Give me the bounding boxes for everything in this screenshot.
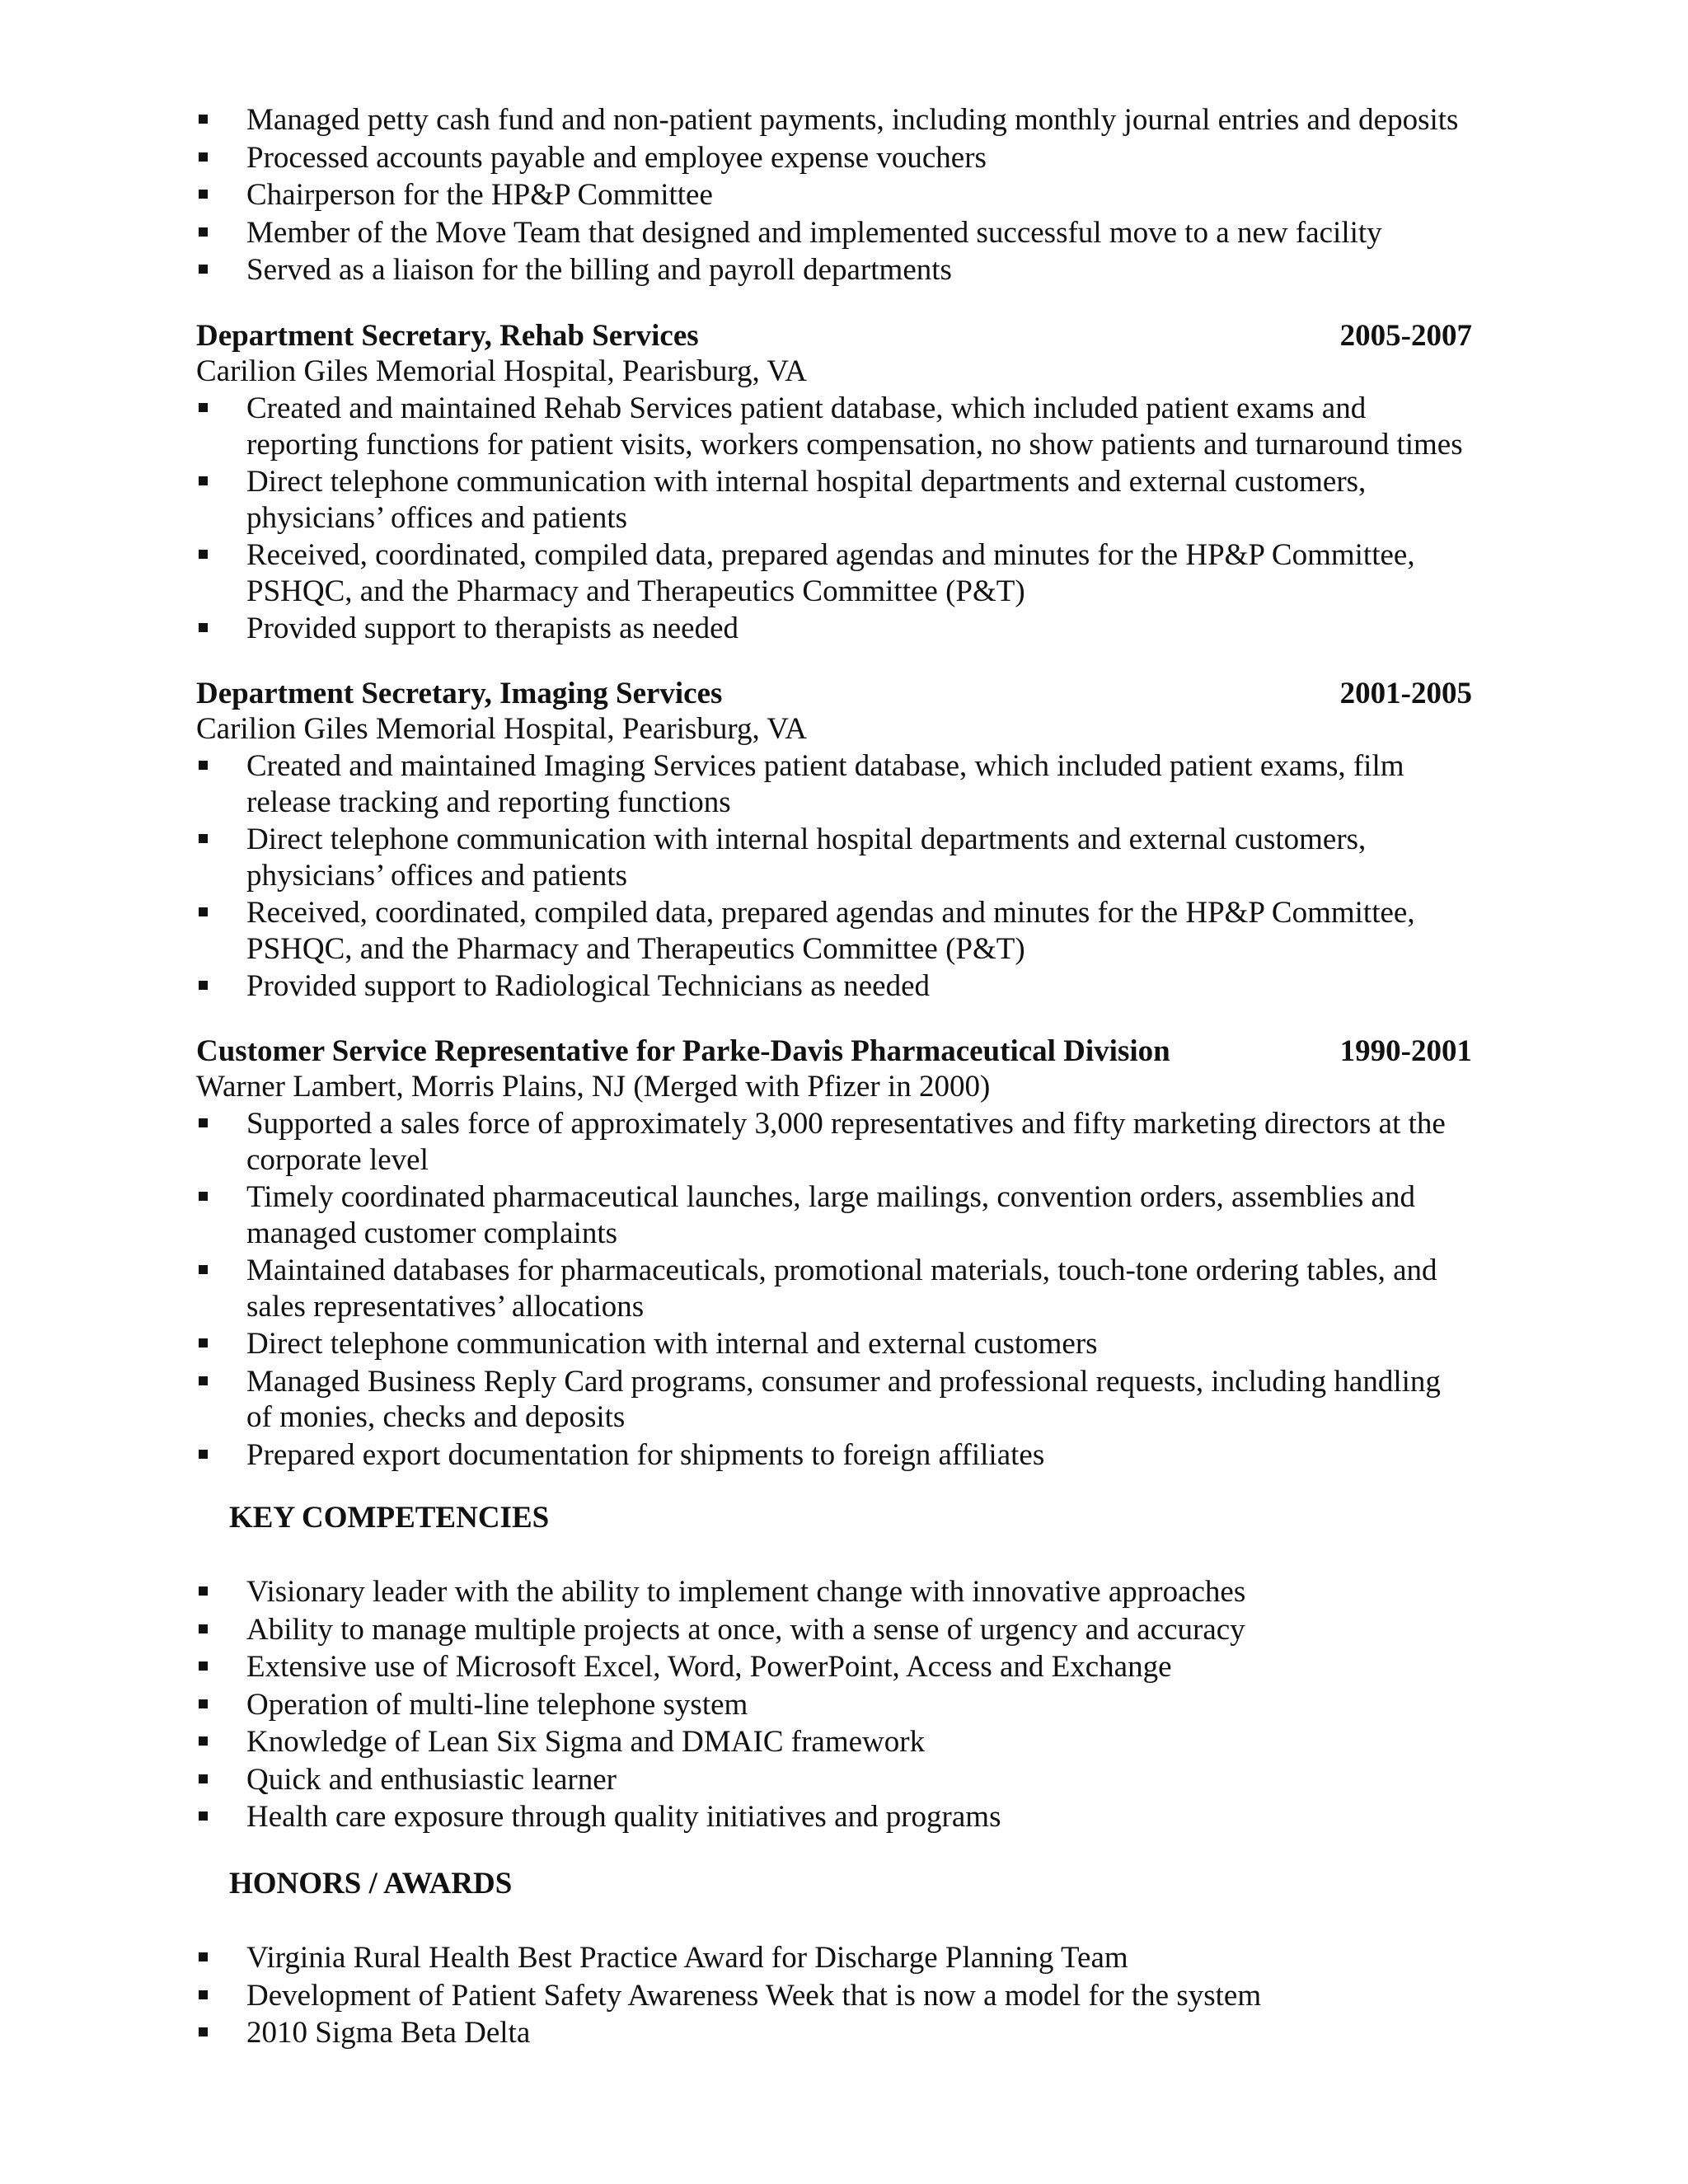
list-item: Knowledge of Lean Six Sigma and DMAIC framework xyxy=(196,1724,1472,1760)
list-item: Supported a sales force of approximately 3,000 representatives and fifty marketing directors at the corporate level xyxy=(196,1106,1472,1178)
list-item: Development of Patient Safety Awareness Week that is now a model for the system xyxy=(196,1978,1472,2014)
job-years: 2001-2005 xyxy=(1339,677,1472,710)
job-rehab-services xyxy=(196,318,1472,647)
job-organization: Carilion Giles Memorial Hospital, Pearisburg, VA xyxy=(196,712,807,746)
list-item: Received, coordinated, compiled data, prepared agendas and minutes for the HP&P Committee, PSHQC, and the Pharmacy and Therapeutics Committee (P&T) xyxy=(196,537,1472,609)
list-item: Chairperson for the HP&P Committee xyxy=(196,177,1472,213)
list-item: Processed accounts payable and employee expense vouchers xyxy=(196,140,1472,176)
list-item: Direct telephone communication with internal and external customers xyxy=(196,1326,1472,1362)
job-years: 2005-2007 xyxy=(1339,319,1472,353)
list-item: Provided support to therapists as needed xyxy=(196,611,1472,647)
job-title: Department Secretary, Rehab Services xyxy=(196,319,699,353)
list-item: Managed Business Reply Card programs, consumer and professional requests, including handling of monies, checks and deposits xyxy=(196,1364,1472,1436)
list-item: Prepared export documentation for shipments to foreign affiliates xyxy=(196,1437,1472,1474)
job-title: Department Secretary, Imaging Services xyxy=(196,677,723,710)
list-item: Virginia Rural Health Best Practice Award for Discharge Planning Team xyxy=(196,1940,1472,1976)
bullet-list xyxy=(196,748,1472,1005)
list-item: Served as a liaison for the billing and payroll departments xyxy=(196,252,1472,288)
list-item: Operation of multi-line telephone system xyxy=(196,1687,1472,1723)
bullet-list xyxy=(196,102,1472,288)
list-item: Created and maintained Imaging Services patient database, which included patient exams, film release tracking and reporting functions xyxy=(196,748,1472,820)
list-item: Received, coordinated, compiled data, prepared agendas and minutes for the HP&P Committee, PSHQC, and the Pharmacy and Therapeutics Committee (P&T) xyxy=(196,895,1472,967)
list-item: 2010 Sigma Beta Delta xyxy=(196,2015,1472,2051)
list-item: Health care exposure through quality initiatives and programs xyxy=(196,1799,1472,1835)
bullet-list xyxy=(196,391,1472,647)
list-item: Managed petty cash fund and non-patient payments, including monthly journal entries and deposits xyxy=(196,102,1472,138)
previous-job-duties xyxy=(196,101,1472,288)
bullet-list xyxy=(196,1106,1472,1473)
competencies-section xyxy=(196,1572,1472,1835)
list-item: Ability to manage multiple projects at once, with a sense of urgency and accuracy xyxy=(196,1612,1472,1648)
bullet-list xyxy=(196,1940,1472,2051)
list-item: Direct telephone communication with internal hospital departments and external customers, physicians’ offices and patients xyxy=(196,464,1472,536)
list-item: Extensive use of Microsoft Excel, Word, PowerPoint, Access and Exchange xyxy=(196,1649,1472,1685)
job-organization: Warner Lambert, Morris Plains, NJ (Merged with Pfizer in 2000) xyxy=(196,1070,991,1104)
job-header xyxy=(196,318,1472,354)
job-title: Customer Service Representative for Parke-Davis Pharmaceutical Division xyxy=(196,1034,1170,1068)
job-imaging-services xyxy=(196,676,1472,1005)
bullet-list xyxy=(196,1574,1472,1835)
list-item: Visionary leader with the ability to implement change with innovative approaches xyxy=(196,1574,1472,1610)
job-header xyxy=(196,1033,1472,1070)
list-item: Direct telephone communication with internal hospital departments and external customers, physicians’ offices and patients xyxy=(196,822,1472,893)
list-item: Created and maintained Rehab Services patient database, which included patient exams and reporting functions for patient visits, workers compensation, no show patients and turnaround times xyxy=(196,391,1472,462)
list-item: Maintained databases for pharmaceuticals, promotional materials, touch-tone ordering tables, and sales representatives’ allocations xyxy=(196,1253,1472,1324)
honors-section xyxy=(196,1938,1472,2051)
job-customer-service xyxy=(196,1033,1472,1473)
job-years: 1990-2001 xyxy=(1339,1034,1472,1068)
list-item: Quick and enthusiastic learner xyxy=(196,1762,1472,1798)
list-item: Member of the Move Team that designed and implemented successful move to a new facility xyxy=(196,215,1472,251)
list-item: Provided support to Radiological Technicians as needed xyxy=(196,968,1472,1005)
section-heading-honors: HONORS / AWARDS xyxy=(229,1867,513,1900)
section-heading-competencies: KEY COMPETENCIES xyxy=(229,1501,550,1535)
list-item: Timely coordinated pharmaceutical launches, large mailings, convention orders, assemblies and managed customer complaints xyxy=(196,1179,1472,1251)
job-organization: Carilion Giles Memorial Hospital, Pearisburg, VA xyxy=(196,354,807,388)
job-header xyxy=(196,676,1472,712)
